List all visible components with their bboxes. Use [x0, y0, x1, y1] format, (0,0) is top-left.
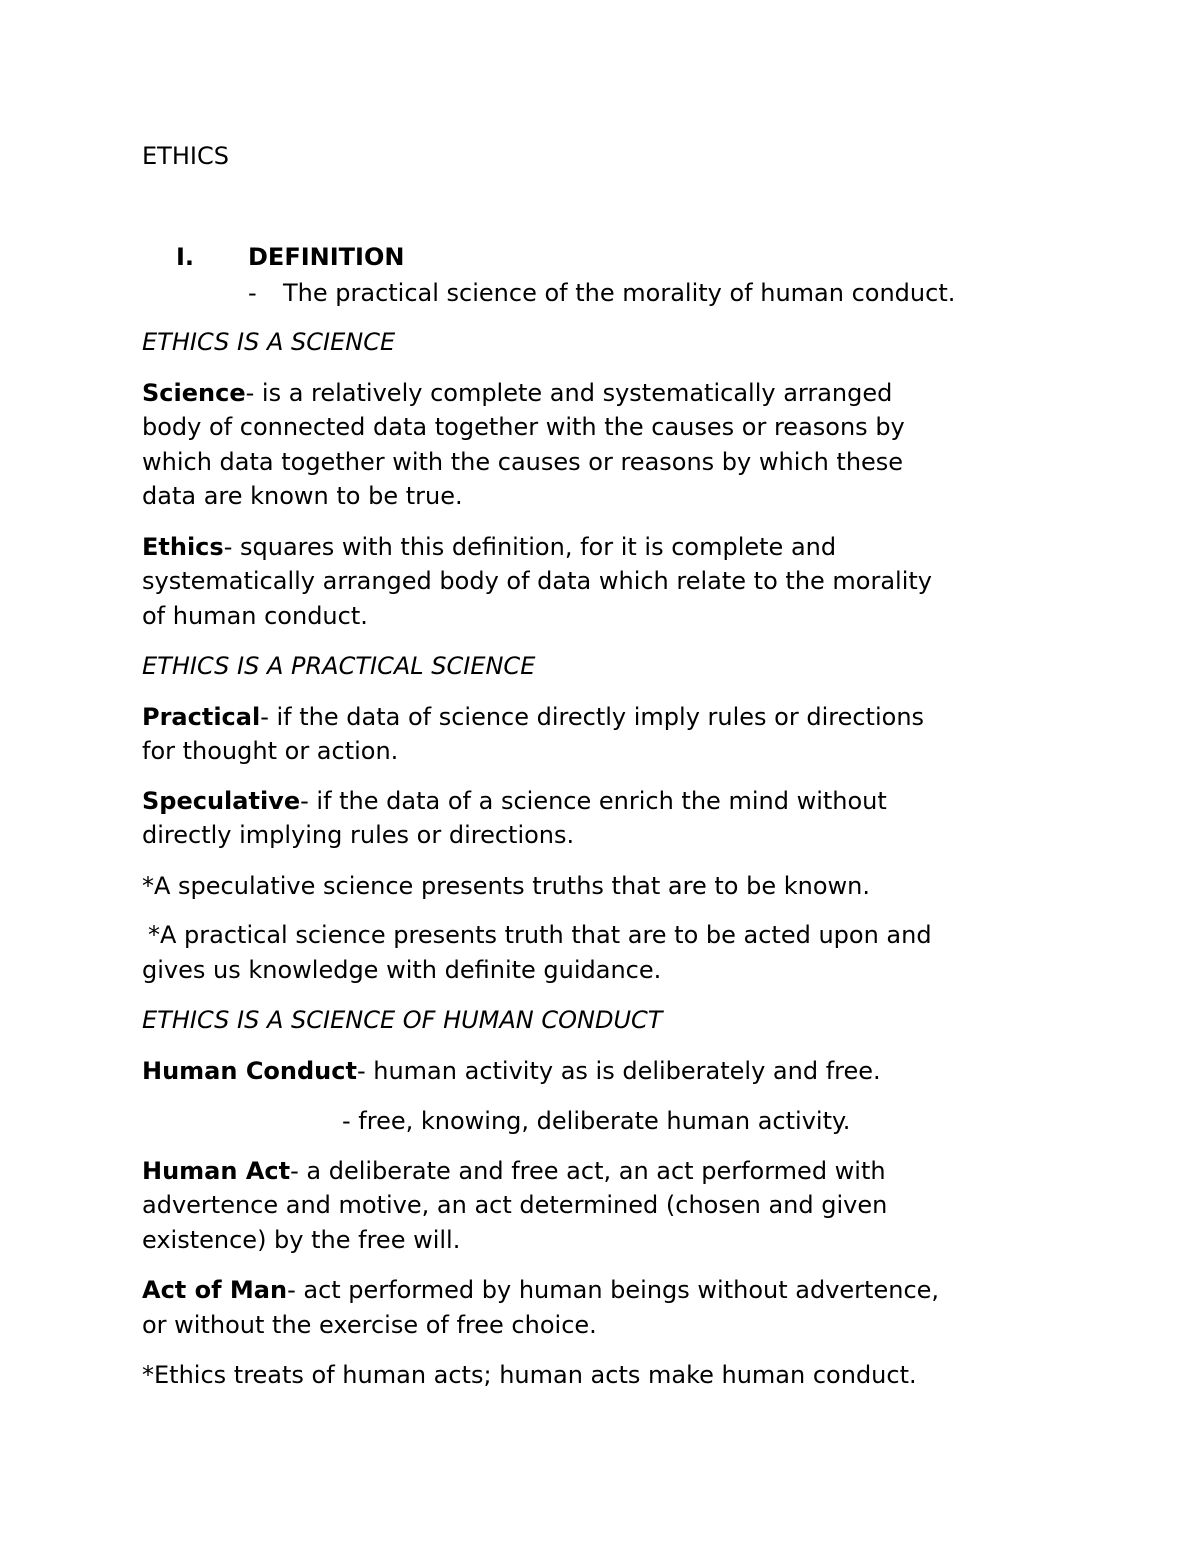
science-text-1: - is a relatively complete and systematically arranged: [245, 379, 893, 407]
human-act-text-1: - a deliberate and free act, an act performed with: [290, 1157, 886, 1185]
science-term: Science: [142, 379, 246, 407]
note-practical-line-2: gives us knowledge with definite guidance.: [142, 956, 662, 984]
science-line-2: body of connected data together with the causes or reasons by: [142, 413, 905, 441]
speculative-term: Speculative: [142, 787, 301, 815]
human-act-line-2: advertence and motive, an act determined (chosen and given: [142, 1191, 888, 1219]
ethics-line-3: of human conduct.: [142, 602, 368, 630]
note-practical-line-1: *A practical science presents truth that are to be acted upon and: [148, 921, 932, 949]
act-of-man-line-1: [142, 1273, 939, 1308]
science-line-1: [142, 376, 892, 411]
human-act-line-1: [142, 1154, 886, 1189]
human-act-line-3: existence) by the free will.: [142, 1226, 461, 1254]
practical-term: Practical: [142, 703, 261, 731]
definition-dash: -: [248, 279, 257, 307]
human-conduct-text: - human activity as is deliberately and free.: [356, 1057, 881, 1085]
practical-line-2: for thought or action.: [142, 737, 399, 765]
section-heading: DEFINITION: [248, 243, 405, 271]
ethics-line-2: systematically arranged body of data which relate to the morality: [142, 567, 933, 595]
definition-text: The practical science of the morality of human conduct.: [283, 279, 956, 307]
note-ethics: *Ethics treats of human acts; human acts make human conduct.: [142, 1361, 917, 1389]
heading-practical-science: ETHICS IS A PRACTICAL SCIENCE: [142, 652, 536, 680]
practical-line-1: [142, 700, 924, 735]
human-conduct-term: Human Conduct: [142, 1057, 357, 1085]
section-number: I.: [176, 243, 195, 271]
science-line-3: which data together with the causes or reasons by which these: [142, 448, 904, 476]
act-of-man-term: Act of Man: [142, 1276, 288, 1304]
science-line-4: data are known to be true.: [142, 482, 463, 510]
practical-text-1: - if the data of science directly imply rules or directions: [260, 703, 925, 731]
speculative-text-1: - if the data of a science enrich the mind without: [300, 787, 887, 815]
speculative-line-2: directly implying rules or directions.: [142, 821, 575, 849]
document-title: ETHICS: [142, 142, 229, 170]
act-of-man-text-1: - act performed by human beings without advertence,: [287, 1276, 940, 1304]
heading-ethics-is-a-science: ETHICS IS A SCIENCE: [142, 328, 396, 356]
human-conduct-line: [142, 1054, 881, 1089]
ethics-line-1: [142, 530, 836, 565]
human-conduct-sub: - free, knowing, deliberate human activity.: [342, 1107, 851, 1135]
ethics-text-1: - squares with this definition, for it is complete and: [223, 533, 837, 561]
human-act-term: Human Act: [142, 1157, 291, 1185]
ethics-term: Ethics: [142, 533, 224, 561]
heading-human-conduct: ETHICS IS A SCIENCE OF HUMAN CONDUCT: [142, 1006, 663, 1034]
note-speculative: *A speculative science presents truths that are to be known.: [142, 872, 870, 900]
act-of-man-line-2: or without the exercise of free choice.: [142, 1311, 597, 1339]
speculative-line-1: [142, 784, 887, 819]
